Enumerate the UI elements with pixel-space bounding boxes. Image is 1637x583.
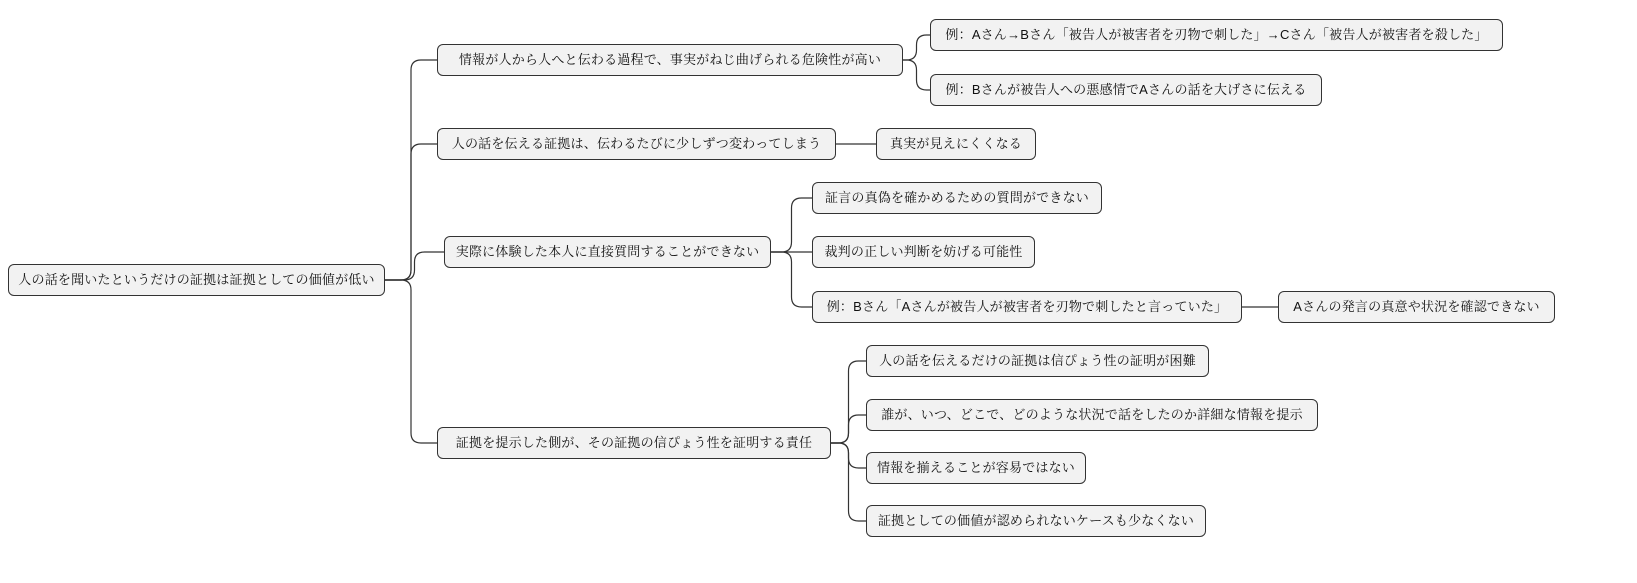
mindmap-node-label: Aさんの発言の真意や状況を確認できない [1293,299,1540,315]
mindmap-node[interactable] [930,19,1503,51]
mindmap-edge [831,361,866,443]
mindmap-node[interactable] [866,345,1209,377]
mindmap-node-label: 例：Bさんが被告人への悪感情でAさんの話を大げさに伝える [945,82,1307,98]
mindmap-node-label: 情報が人から人へと伝わる過程で、事実がねじ曲げられる危険性が高い [458,52,882,68]
mindmap-node-label: 情報を揃えることが容易ではない [877,460,1076,476]
mindmap-root-node[interactable] [8,264,385,296]
mindmap-node-label: 誰が、いつ、どこで、どのような状況で話をしたのか詳細な情報を提示 [881,407,1303,423]
mindmap-node-label: 例：Bさん「Aさんが被告人が被害者を刃物で刺したと言っていた」 [826,299,1228,315]
mindmap-edge [903,35,930,60]
mindmap-node[interactable] [866,505,1206,537]
mindmap-node[interactable] [444,236,771,268]
mindmap-node-label: 証言の真偽を確かめるための質問ができない [824,190,1089,206]
mindmap-node-label: 証拠を提示した側が、その証拠の信ぴょう性を証明する責任 [455,435,813,451]
mindmap-node[interactable] [437,44,903,76]
mindmap-node-label: 人の話を聞いたというだけの証拠は証拠としての価値が低い [18,272,375,288]
mindmap-node-label: 真実が見えにくくなる [889,136,1022,152]
mindmap-edge [385,280,437,443]
mindmap-node-label: 裁判の正しい判断を妨げる可能性 [824,244,1023,260]
mindmap-edge [385,60,437,280]
mindmap-node[interactable] [812,236,1035,268]
mindmap-node[interactable] [1278,291,1555,323]
mindmap-edge [385,252,444,280]
mindmap-node[interactable] [812,291,1242,323]
mindmap-edge [831,415,866,443]
mindmap-node[interactable] [866,399,1318,431]
mindmap-edge [385,144,437,280]
mindmap-node[interactable] [812,182,1102,214]
mindmap-node[interactable] [437,427,831,459]
mindmap-node-label: 人の話を伝える証拠は、伝わるたびに少しずつ変わってしまう [451,136,822,152]
mindmap-edge [831,443,866,521]
mindmap-node-label: 例：Aさん→Bさん「被告人が被害者を刃物で刺した」→Cさん「被告人が被害者を殺した」 [945,27,1488,43]
mindmap-node[interactable] [866,452,1086,484]
mindmap-node[interactable] [876,128,1036,160]
mindmap-edge [771,252,812,307]
mindmap-node-label: 証拠としての価値が認められないケースも少なくない [877,513,1195,529]
mindmap-node[interactable] [437,128,836,160]
mindmap-node[interactable] [930,74,1322,106]
mindmap-edge [831,443,866,468]
mindmap-edge [903,60,930,90]
mindmap-node-label: 人の話を伝えるだけの証拠は信ぴょう性の証明が困難 [879,353,1196,369]
mindmap-node-label: 実際に体験した本人に直接質問することができない [455,244,760,260]
mindmap-edge [771,198,812,252]
